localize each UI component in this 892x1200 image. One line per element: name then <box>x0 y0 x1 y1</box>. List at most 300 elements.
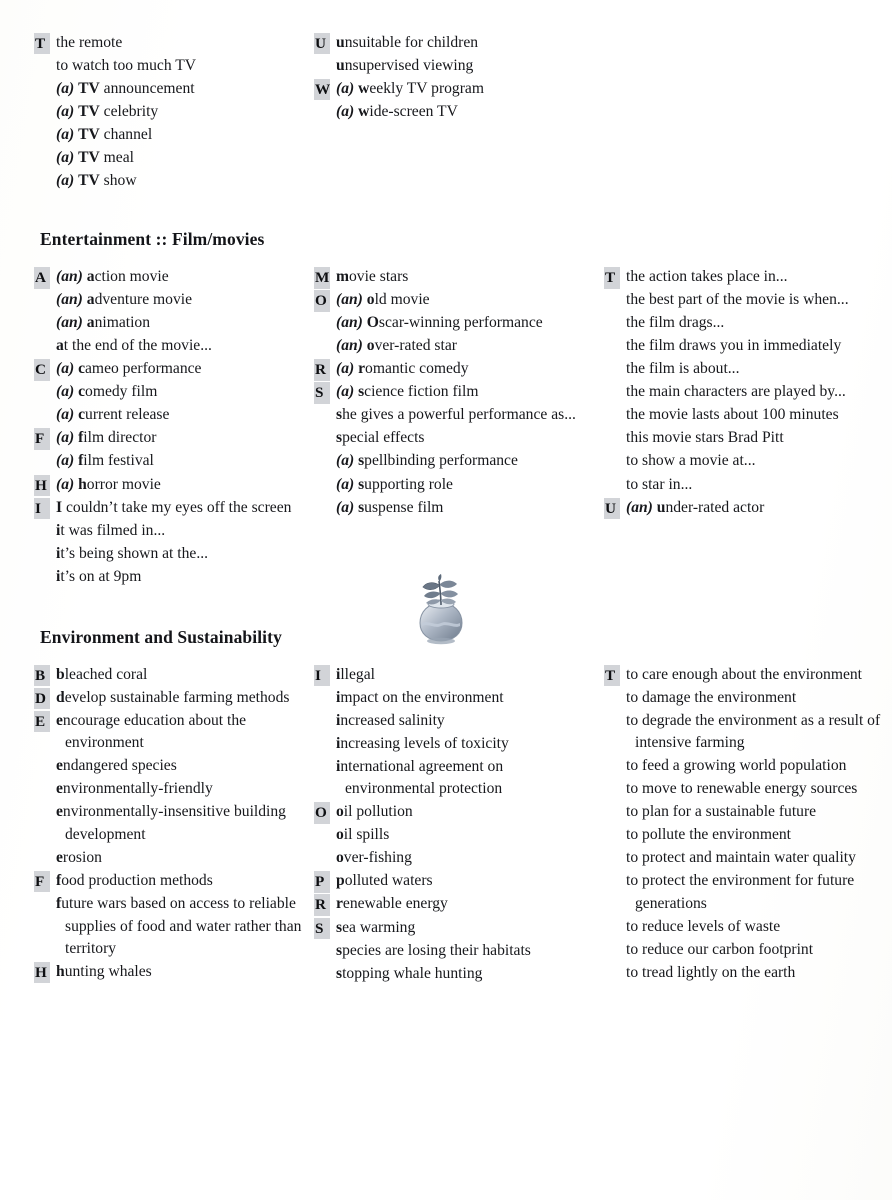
phrase-body: uspense film <box>364 498 444 516</box>
article-marker: (a) <box>56 475 75 493</box>
section-heading-environment: Environment and Sustainability <box>40 626 282 647</box>
phrase-text <box>56 961 304 984</box>
phrase-entry <box>604 289 886 312</box>
phrase-body: dventure movie <box>94 291 192 309</box>
keyword-initial: w <box>358 80 370 98</box>
keyword-initial: a <box>56 337 64 355</box>
index-letter: I <box>314 665 330 686</box>
index-letter: P <box>314 871 330 892</box>
phrase-text <box>336 733 594 756</box>
article-marker: (a) <box>56 172 75 190</box>
keyword-initial: o <box>336 826 344 844</box>
keyword-initial: s <box>336 918 343 936</box>
keyword-initial: f <box>78 429 84 447</box>
phrase-body: he gives a powerful performance as... <box>342 406 576 424</box>
phrase-entry <box>34 755 304 778</box>
keyword-initial: a <box>86 291 95 309</box>
index-letter: S <box>314 918 330 939</box>
phrase-entry <box>604 450 886 473</box>
keyword-initial: s <box>336 941 343 959</box>
phrase-text <box>56 543 304 566</box>
keyword-initial: f <box>56 871 62 889</box>
phrase-body: the film is about... <box>626 360 740 378</box>
phrase-entry <box>314 358 594 381</box>
phrase-entry <box>604 916 886 939</box>
section-film-movies <box>34 229 886 588</box>
phrase-body: ameo performance <box>85 360 202 378</box>
column-tv-2 <box>314 32 604 124</box>
keyword-initial: i <box>56 567 61 585</box>
article-marker: (a) <box>56 429 75 447</box>
phrase-text <box>626 497 886 520</box>
phrase-entry <box>604 335 886 358</box>
phrase-body: enewable energy <box>342 895 448 913</box>
keyword-initial: c <box>78 383 86 401</box>
index-letter: E <box>34 711 50 732</box>
phrase-entry <box>604 847 886 870</box>
phrase-body: the movie lasts about 100 minutes <box>626 406 839 424</box>
index-letter: I <box>34 498 50 519</box>
keyword-initial: o <box>366 291 375 309</box>
keyword-initial: e <box>56 780 63 798</box>
phrase-text <box>336 474 594 497</box>
phrase-entry <box>314 893 594 916</box>
index-letter: F <box>34 871 50 892</box>
phrase-body: olluted waters <box>344 872 433 890</box>
index-letter: T <box>604 665 620 686</box>
phrase-text <box>626 801 886 824</box>
article-marker: (an) <box>56 291 83 309</box>
keyword-initial: d <box>56 688 65 706</box>
phrase-body: celebrity <box>99 103 159 121</box>
phrase-entry <box>314 55 594 78</box>
index-letter: T <box>34 33 50 54</box>
column-group <box>34 266 886 588</box>
phrase-text <box>336 32 594 55</box>
column-film-3 <box>604 266 886 519</box>
phrase-entry <box>314 78 594 101</box>
article-marker: (a) <box>56 406 75 424</box>
article-marker: (a) <box>56 383 75 401</box>
phrase-body: the action takes place in... <box>626 268 788 286</box>
phrase-entry <box>314 847 594 870</box>
index-letter: U <box>604 498 620 519</box>
phrase-text <box>626 939 886 962</box>
phrase-body: ea warming <box>342 918 416 936</box>
index-letter: A <box>34 267 50 288</box>
phrase-text <box>626 962 886 985</box>
phrase-entry <box>604 266 886 289</box>
keyword-initial: TV <box>78 172 100 190</box>
phrase-entry <box>604 801 886 824</box>
phrase-text <box>336 687 594 710</box>
keyword-initial: e <box>56 711 63 729</box>
phrase-body: the best part of the movie is when... <box>626 291 849 309</box>
phrase-body: to move to renewable energy sources <box>626 780 858 798</box>
keyword-initial: i <box>336 665 341 683</box>
keyword-initial: o <box>366 337 375 355</box>
phrase-entry <box>314 687 594 710</box>
keyword-initial: i <box>336 757 341 775</box>
article-marker: (an) <box>336 291 363 309</box>
keyword-initial: b <box>56 665 65 683</box>
phrase-entry <box>604 497 886 520</box>
phrase-entry <box>314 870 594 893</box>
phrase-text <box>56 847 304 870</box>
phrase-entry <box>604 687 886 710</box>
phrase-text <box>336 824 594 847</box>
phrase-body: t’s on at 9pm <box>60 567 142 585</box>
article-marker: (a) <box>56 452 75 470</box>
phrase-entry <box>34 335 304 358</box>
phrase-body: ndangered species <box>62 757 177 775</box>
phrase-entry <box>34 847 304 870</box>
phrase-text <box>56 664 304 687</box>
phrase-body: the film draws you in immediately <box>626 337 842 355</box>
phrase-body: couldn’t take my eyes off the screen <box>62 498 292 516</box>
phrase-entry <box>34 147 304 170</box>
phrase-entry <box>34 78 304 101</box>
phrase-entry <box>314 824 594 847</box>
phrase-text <box>626 824 886 847</box>
phrase-body: channel <box>99 126 153 144</box>
phrase-text <box>626 687 886 710</box>
phrase-body: omedy film <box>85 383 158 401</box>
phrase-text <box>336 55 594 78</box>
article-marker: (a) <box>336 498 355 516</box>
phrase-body: ncourage education about the environment <box>62 711 247 752</box>
page-content <box>34 26 886 1186</box>
phrase-entry <box>34 520 304 543</box>
index-letter: D <box>34 688 50 709</box>
phrase-text <box>56 404 304 427</box>
phrase-text <box>626 381 886 404</box>
phrase-text <box>336 358 594 381</box>
phrase-body: pecies are losing their habitats <box>342 941 531 959</box>
phrase-text <box>56 870 304 893</box>
phrase-body: topping whale hunting <box>342 964 483 982</box>
section-tv-continued <box>34 32 886 193</box>
phrase-text <box>56 801 304 846</box>
phrase-body: t was filmed in... <box>60 521 166 539</box>
keyword-initial: i <box>56 521 61 539</box>
keyword-initial: s <box>336 429 343 447</box>
phrase-entry <box>604 474 886 497</box>
phrase-entry <box>34 55 304 78</box>
keyword-initial: s <box>358 452 365 470</box>
phrase-body: orror movie <box>86 475 161 493</box>
index-letter: T <box>604 267 620 288</box>
article-marker: (an) <box>626 498 653 516</box>
phrase-entry <box>34 778 304 801</box>
index-letter: F <box>34 428 50 449</box>
phrase-entry <box>34 266 304 289</box>
phrase-body: to plan for a sustainable future <box>626 803 817 821</box>
phrase-body: the main characters are played by... <box>626 383 846 401</box>
phrase-text <box>626 335 886 358</box>
phrase-text <box>626 710 886 755</box>
phrase-body: nternational agreement on environmental protection <box>340 757 504 798</box>
keyword-initial: r <box>358 360 366 378</box>
phrase-entry <box>314 733 594 756</box>
keyword-initial: i <box>56 544 61 562</box>
phrase-text <box>626 474 886 497</box>
keyword-initial: i <box>336 734 341 752</box>
keyword-initial: p <box>336 872 345 890</box>
phrase-entry <box>34 124 304 147</box>
phrase-entry <box>314 381 594 404</box>
phrase-entry <box>604 312 886 335</box>
index-letter: S <box>314 382 330 403</box>
phrase-entry <box>34 893 304 961</box>
phrase-body: llegal <box>340 665 375 683</box>
column-environment-1 <box>34 664 314 984</box>
phrase-body: t’s being shown at the... <box>60 544 209 562</box>
phrase-body: ilm director <box>83 429 157 447</box>
phrase-body: to protect and maintain water quality <box>626 849 856 867</box>
keyword-initial: c <box>78 360 86 378</box>
section-heading-film: Entertainment :: Film/movies <box>40 229 265 250</box>
phrase-text <box>56 147 304 170</box>
phrase-text <box>626 664 886 687</box>
keyword-initial: h <box>56 963 65 981</box>
phrase-entry <box>314 963 594 986</box>
phrase-body: to reduce our carbon footprint <box>626 941 814 959</box>
phrase-entry <box>604 427 886 450</box>
phrase-body: ood production methods <box>61 871 213 889</box>
phrase-body: to protect the environment for future generations <box>626 872 855 912</box>
phrase-body: the film drags... <box>626 314 725 332</box>
phrase-body: upporting role <box>364 475 453 493</box>
phrase-entry <box>34 801 304 846</box>
index-letter: M <box>314 267 330 288</box>
keyword-initial: e <box>56 803 63 821</box>
phrase-text <box>626 404 886 427</box>
phrase-body: ovie stars <box>349 268 409 286</box>
phrase-text <box>626 266 886 289</box>
phrase-text <box>336 963 594 986</box>
phrase-text <box>336 497 594 520</box>
phrase-body: nsuitable for children <box>344 34 479 51</box>
phrase-entry <box>604 778 886 801</box>
index-letter: O <box>314 802 330 823</box>
phrase-text <box>336 940 594 963</box>
keyword-initial: s <box>358 475 365 493</box>
index-letter: C <box>34 359 50 380</box>
article-marker: (a) <box>56 126 75 144</box>
index-letter: H <box>34 962 50 983</box>
phrase-body: to degrade the environment as a result of intensive farming <box>626 711 881 752</box>
article-marker: (an) <box>56 268 83 286</box>
phrase-body: nvironmentally-insensitive building development <box>62 803 286 843</box>
phrase-body: nsupervised viewing <box>344 57 474 75</box>
keyword-initial: e <box>56 757 63 775</box>
phrase-text <box>626 755 886 778</box>
article-marker: (a) <box>56 80 75 98</box>
phrase-body: eekly TV program <box>369 80 484 98</box>
keyword-initial: i <box>336 688 341 706</box>
phrase-text <box>336 664 594 687</box>
column-environment-2 <box>314 664 604 986</box>
phrase-text <box>626 312 886 335</box>
phrase-entry <box>34 312 304 335</box>
phrase-entry <box>34 427 304 450</box>
keyword-initial: w <box>358 103 370 121</box>
phrase-entry <box>314 801 594 824</box>
phrase-text <box>626 870 886 915</box>
phrase-body: scar-winning performance <box>378 314 543 332</box>
phrase-entry <box>34 497 304 520</box>
index-letter: R <box>314 894 330 915</box>
phrase-entry <box>34 381 304 404</box>
phrase-text <box>336 404 594 427</box>
phrase-text <box>336 893 594 916</box>
phrase-body: nimation <box>94 314 151 332</box>
phrase-body: to show a movie at... <box>626 452 756 470</box>
phrase-text <box>336 427 594 450</box>
phrase-text <box>56 778 304 801</box>
index-letter: B <box>34 665 50 686</box>
phrase-text <box>626 778 886 801</box>
phrase-body: to pollute the environment <box>626 826 791 844</box>
phrase-text <box>336 756 594 801</box>
phrase-text <box>56 474 304 497</box>
phrase-text <box>56 312 304 335</box>
phrase-entry <box>314 289 594 312</box>
phrase-text <box>56 381 304 404</box>
keyword-initial: m <box>336 268 349 286</box>
article-marker: (an) <box>336 337 363 355</box>
keyword-initial: f <box>56 894 62 912</box>
phrase-text <box>336 917 594 940</box>
phrase-body: ction movie <box>94 268 169 286</box>
phrase-entry <box>314 664 594 687</box>
article-marker: (a) <box>336 103 355 121</box>
phrase-body: to star in... <box>626 475 693 493</box>
index-letter: W <box>314 79 330 100</box>
keyword-initial: s <box>336 406 343 424</box>
column-environment-3 <box>604 664 886 985</box>
phrase-text <box>56 893 304 961</box>
phrase-text <box>56 497 304 520</box>
phrase-text <box>336 870 594 893</box>
article-marker: (a) <box>336 80 355 98</box>
phrase-entry <box>34 358 304 381</box>
phrase-text <box>336 266 594 289</box>
phrase-body: ver-rated star <box>374 337 457 355</box>
phrase-entry <box>314 427 594 450</box>
phrase-text <box>56 78 304 101</box>
keyword-initial: a <box>86 268 95 286</box>
phrase-entry <box>314 497 594 520</box>
phrase-body: evelop sustainable farming methods <box>64 688 290 706</box>
phrase-entry <box>34 101 304 124</box>
phrase-body: this movie stars Brad Pitt <box>626 429 784 447</box>
phrase-body: rosion <box>62 848 102 866</box>
phrase-entry <box>314 312 594 335</box>
phrase-text <box>56 687 304 710</box>
keyword-initial: a <box>86 314 95 332</box>
phrase-text <box>56 124 304 147</box>
section-environment <box>34 627 886 986</box>
keyword-initial: TV <box>78 126 100 144</box>
phrase-body: to tread lightly on the earth <box>626 964 796 982</box>
keyword-initial: f <box>78 452 84 470</box>
phrase-text <box>336 450 594 473</box>
phrase-entry <box>314 450 594 473</box>
phrase-body: to feed a growing world population <box>626 757 847 775</box>
phrase-entry <box>34 543 304 566</box>
phrase-body: ncreasing levels of toxicity <box>340 734 509 752</box>
phrase-entry <box>314 101 594 124</box>
phrase-entry <box>604 664 886 687</box>
phrase-body: pecial effects <box>342 429 425 447</box>
phrase-entry <box>604 962 886 985</box>
keyword-initial: o <box>336 803 344 821</box>
phrase-body: to watch too much TV <box>56 57 197 75</box>
phrase-entry <box>34 474 304 497</box>
phrase-text <box>336 847 594 870</box>
keyword-initial: s <box>358 383 365 401</box>
phrase-text <box>336 101 594 124</box>
phrase-body: unting whales <box>64 963 152 981</box>
keyword-initial: i <box>336 711 341 729</box>
phrase-entry <box>314 335 594 358</box>
keyword-initial: s <box>358 498 365 516</box>
phrase-body: the remote <box>56 34 123 51</box>
phrase-body: nder-rated actor <box>665 498 765 516</box>
article-marker: (an) <box>336 314 363 332</box>
phrase-text <box>626 427 886 450</box>
phrase-text <box>56 335 304 358</box>
phrase-text <box>626 847 886 870</box>
phrase-entry <box>314 266 594 289</box>
article-marker: (a) <box>56 360 75 378</box>
phrase-body: ld movie <box>374 291 430 309</box>
phrase-entry <box>604 358 886 381</box>
heading-row-environment <box>34 627 886 648</box>
index-letter: H <box>34 475 50 496</box>
phrase-entry <box>34 961 304 984</box>
phrase-entry <box>604 870 886 915</box>
column-group <box>34 32 886 193</box>
phrase-body: to reduce levels of waste <box>626 918 781 935</box>
keyword-initial: c <box>78 406 86 424</box>
phrase-entry <box>604 404 886 427</box>
phrase-entry <box>34 289 304 312</box>
article-marker: (a) <box>336 383 355 401</box>
keyword-initial: I <box>56 498 63 516</box>
phrase-body: announcement <box>99 80 195 98</box>
article-marker: (a) <box>56 103 75 121</box>
phrase-entry <box>604 381 886 404</box>
index-letter: R <box>314 359 330 380</box>
phrase-entry <box>604 755 886 778</box>
phrase-body: cience fiction film <box>364 383 479 401</box>
column-film-1 <box>34 266 314 588</box>
column-film-2 <box>314 266 604 519</box>
phrase-entry <box>34 687 304 710</box>
phrase-body: ncreased salinity <box>340 711 445 729</box>
phrase-body: mpact on the environment <box>340 688 504 706</box>
phrase-text <box>56 358 304 381</box>
keyword-initial: r <box>336 895 343 913</box>
phrase-body: ilm festival <box>83 452 154 470</box>
phrase-text <box>336 801 594 824</box>
phrase-text <box>336 710 594 733</box>
phrase-entry <box>314 940 594 963</box>
phrase-entry <box>34 664 304 687</box>
